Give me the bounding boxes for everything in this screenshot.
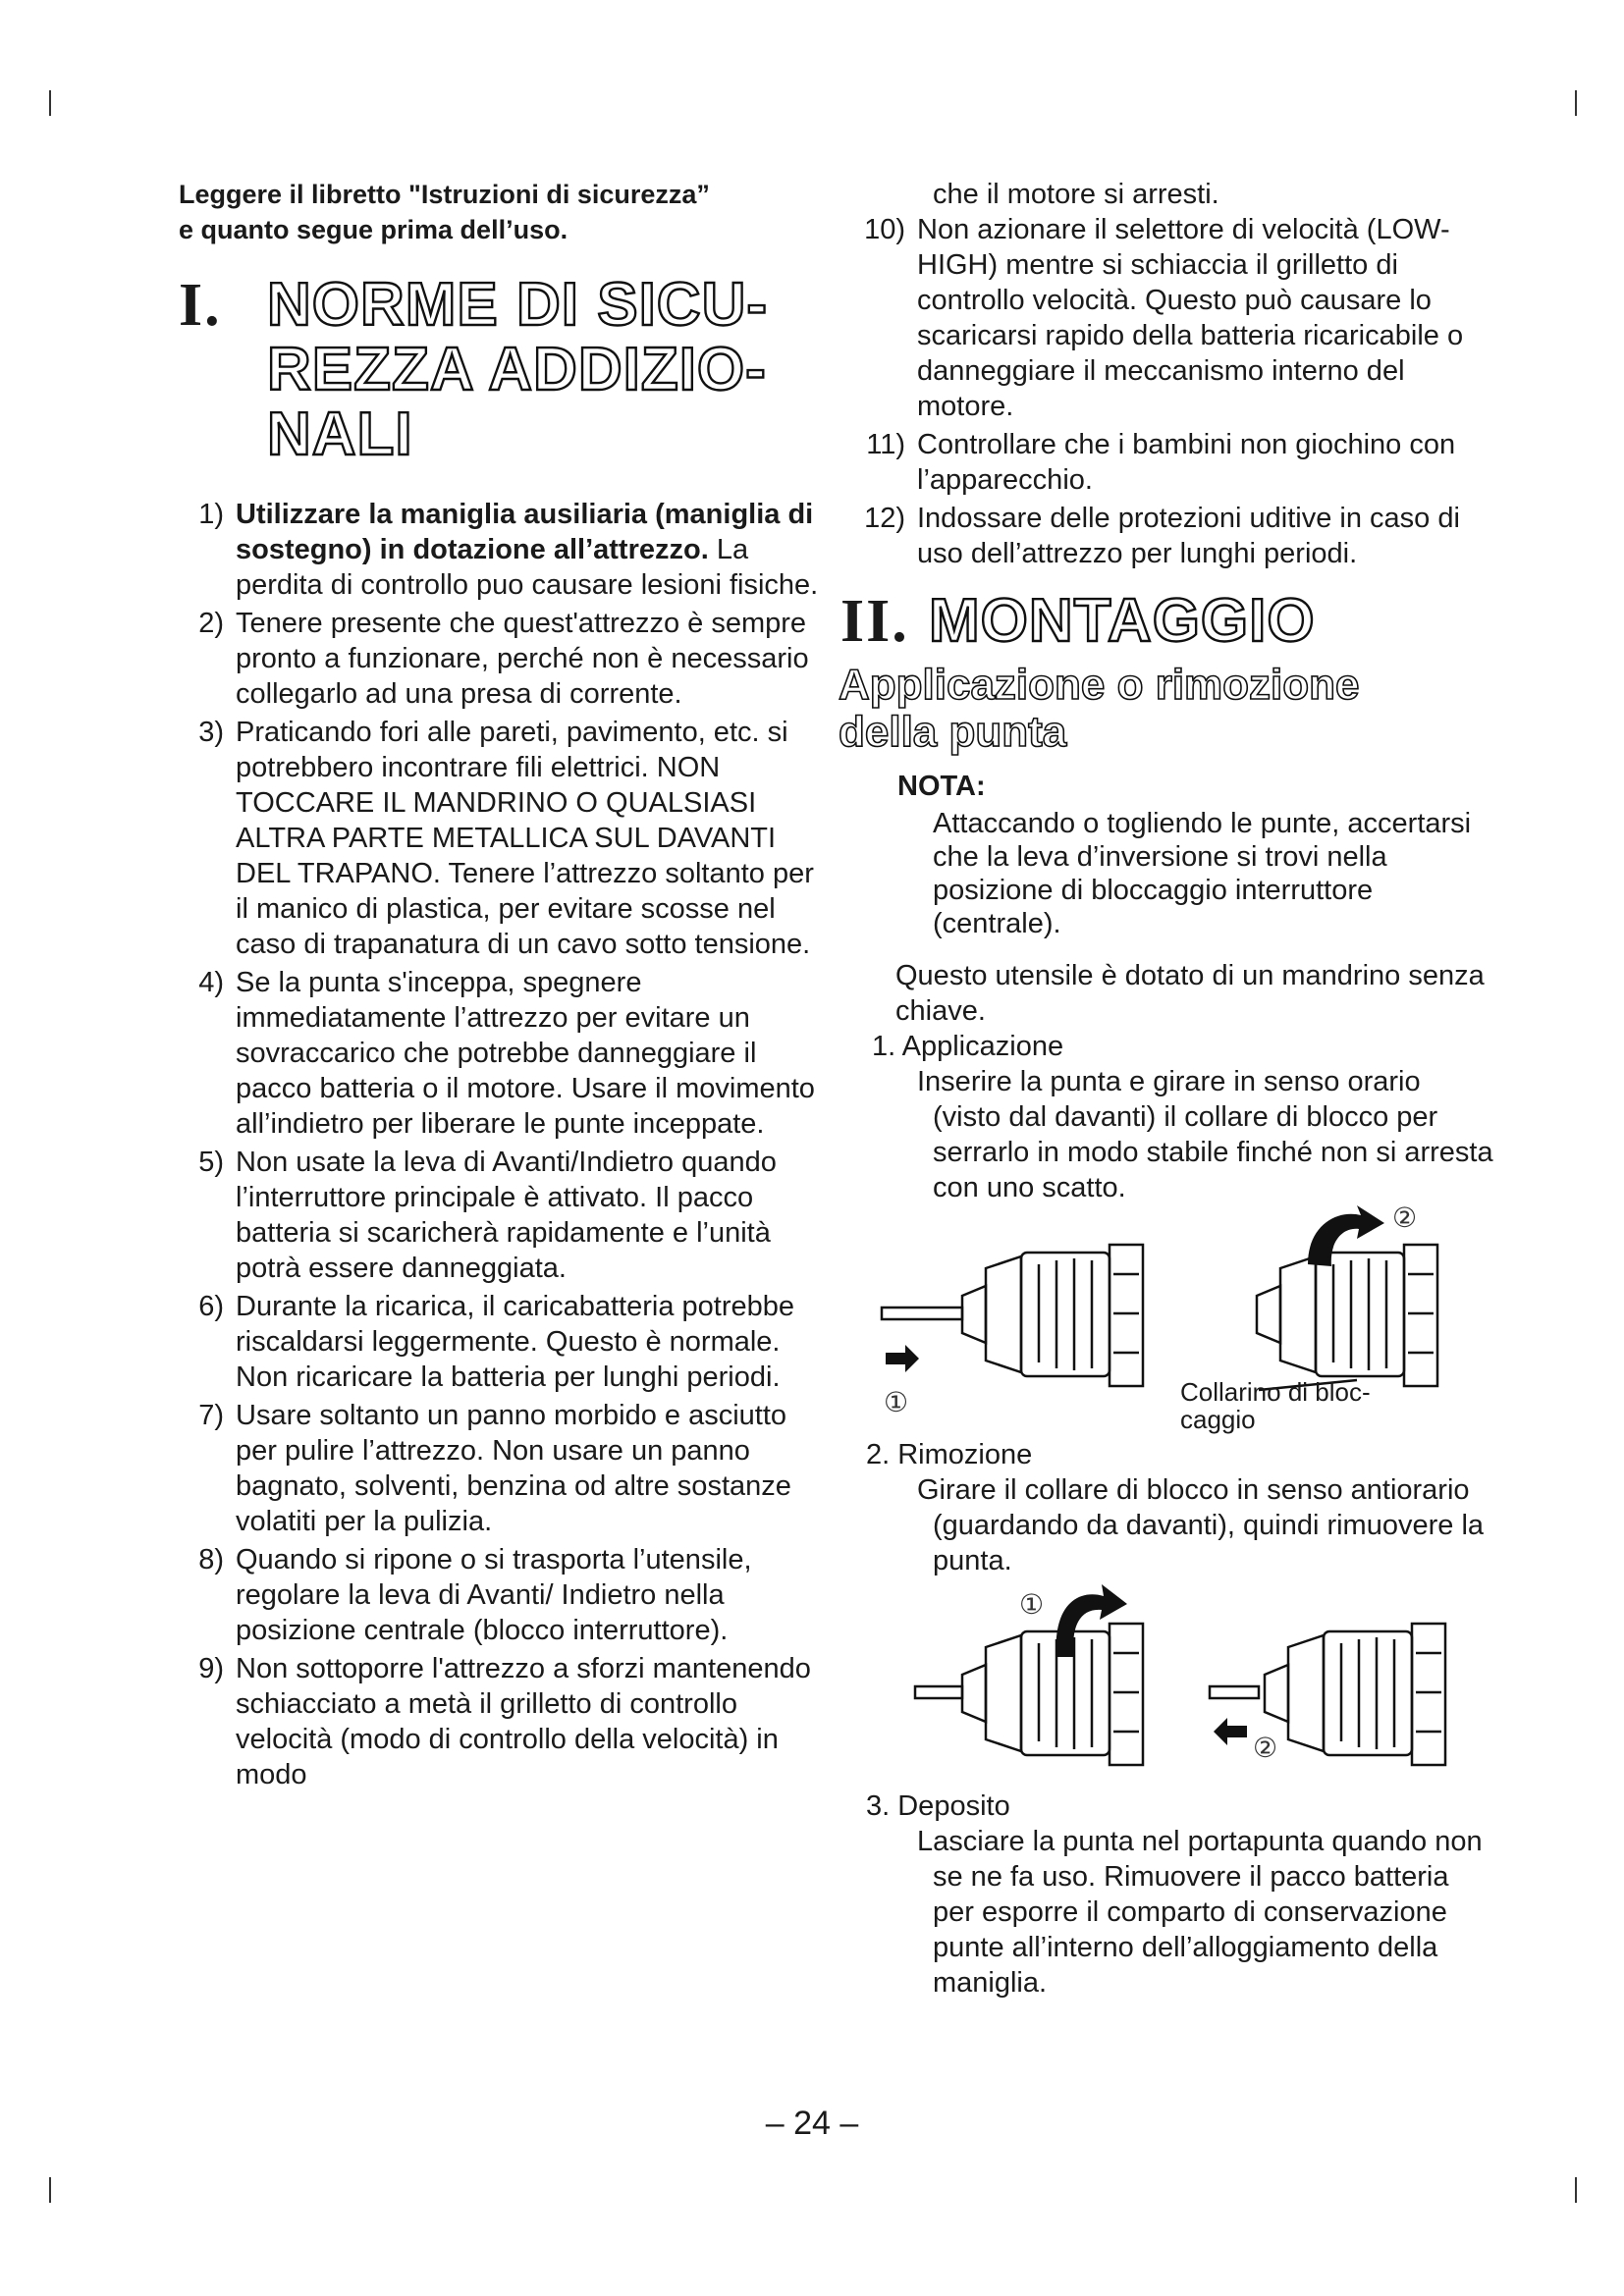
section-1-title-line: NORME DI SICU- — [267, 271, 768, 339]
section-1-title-line: NALI — [267, 400, 413, 468]
step-text: Lasciare la punta nel portapunta quando non se ne fa uso. Rimuovere il pacco batteria per esporre il comparto di conservazione punte all’interno dell’alloggiamento della maniglia. — [917, 1826, 1483, 1999]
item-text: Indossare delle protezioni uditive in caso di uso dell’attrezzo per lunghi periodi. — [917, 503, 1460, 569]
item-text: Durante la ricarica, il caricabatteria potrebbe riscaldarsi leggermente. Questo è normale. Non ricaricare la batteria per lunghi periodi. — [236, 1291, 794, 1393]
item-text: Praticando fori alle pareti, pavimento, etc. si potrebbero incontrare fili elettrici. NON TOCCARE IL MANDRINO O QUALSIASI ALTRA PARTE METALLICA SUL DAVANTI DEL TRAPANO. Tenere l’attrezzo soltanto per il manico di plastica, per evitare scosse nel caso di trapanatura di un cavo sotto tensione. — [236, 717, 814, 960]
figure-remove-bit — [846, 1578, 1494, 1775]
item-number: 5) — [198, 1147, 224, 1178]
item-number: 12) — [864, 503, 905, 534]
item-text — [236, 497, 822, 603]
item-text: Non azionare il selettore di velocità (LOW-HIGH) mentre si schiaccia il grilletto di controllo velocità. Questo può causare lo scaricarsi rapido della batteria ricaricabile o danneggiare il meccanismo interno del motore. — [917, 214, 1464, 422]
chuck-description: Questo utensile è dotato di un mandrino senza chiave. — [895, 960, 1485, 1027]
step-removal — [846, 1437, 1494, 1578]
subsection-title — [839, 662, 1494, 756]
list-item — [179, 1651, 822, 1792]
page-number: – 24 – — [765, 2105, 859, 2142]
item-number: 6) — [198, 1291, 224, 1322]
item-text: Non sottoporre l'attrezzo a sforzi mantenendo schiacciato a metà il grilletto di controllo velocità (modo di controllo della velocità) in modo — [236, 1653, 811, 1790]
item-number: 8) — [198, 1544, 224, 1575]
intro-line-1: Leggere il libretto "Istruzioni di sicurezza” — [179, 180, 710, 209]
item-number: 4) — [198, 967, 224, 998]
arrow-left-icon — [1214, 1718, 1247, 1745]
item-plain-text: La perdita di controllo puo causare lesioni fisiche. — [236, 534, 819, 601]
crop-mark-bottom-left — [49, 2177, 51, 2203]
remove-bit-illustration — [846, 1578, 1494, 1775]
list-item — [846, 501, 1494, 571]
item-number: 1) — [198, 499, 224, 530]
item-text: Quando si ripone o si trasporta l’utensile, regolare la leva di Avanti/ Indietro nella posizione centrale (blocco interruttore). — [236, 1544, 752, 1646]
crop-mark-top-left — [49, 90, 51, 116]
list-item — [846, 212, 1494, 424]
section-1-title-line: REZZA ADDIZIO- — [267, 336, 767, 403]
list-item — [846, 427, 1494, 498]
step-label: 3. Deposito — [866, 1790, 1010, 1822]
step-label: 2. Rimozione — [866, 1439, 1033, 1470]
marker-1: ① — [1019, 1588, 1045, 1621]
continued-text: che il motore si arresti. — [933, 179, 1219, 210]
safety-rules-list — [179, 497, 822, 1792]
crop-mark-bottom-right — [1575, 2177, 1577, 2203]
item-text: Tenere presente che quest'attrezzo è sempre pronto a funzionare, perché non è necessario collegarlo ad una presa di corrente. — [236, 608, 809, 710]
section-2-number: II. — [840, 588, 909, 655]
item-number: 10) — [864, 214, 905, 245]
list-item — [179, 606, 822, 712]
intro-text — [179, 177, 822, 247]
attach-bit-illustration — [846, 1205, 1494, 1434]
item-text: Non usate la leva di Avanti/Indietro quando l’interruttore principale è attivato. Il pacco batteria si scaricherà rapidamente e l’unità potrà essere danneggiata. — [236, 1147, 777, 1284]
marker-2: ② — [1253, 1732, 1278, 1764]
note-text: Attaccando o togliendo le punte, accertarsi che la leva d’inversione si trovi nella posizione di bloccaggio interruttore (centrale). — [933, 808, 1472, 939]
item-text: Usare soltanto un panno morbido e asciutto per pulire l’attrezzo. Non usare un panno bagnato, solventi, benzina od altre sostanze volatiti per la pulizia. — [236, 1400, 791, 1537]
subsection-title-line: Applicazione o rimozione — [839, 661, 1360, 709]
drill-bit-shape — [882, 1308, 962, 1319]
item-number: 7) — [198, 1400, 224, 1431]
marker-1: ① — [884, 1386, 909, 1418]
marker-2: ② — [1392, 1205, 1418, 1234]
right-column — [839, 177, 1494, 2001]
step-application — [846, 1029, 1494, 1205]
note-label: NOTA: — [897, 771, 986, 802]
arrow-right-icon — [886, 1345, 919, 1372]
caption-line: Collarino di bloc- — [1180, 1377, 1371, 1407]
list-item — [179, 965, 822, 1142]
item-number: 3) — [198, 717, 224, 748]
section-2-heading — [840, 589, 1494, 654]
list-item — [179, 1542, 822, 1648]
section-1-title — [267, 273, 768, 467]
list-item — [179, 715, 822, 962]
figure-attach-bit — [846, 1205, 1494, 1434]
list-item — [179, 1289, 822, 1395]
step-storage — [846, 1789, 1494, 2001]
caption-line: caggio — [1180, 1405, 1256, 1434]
safety-rules-list-continued — [846, 212, 1494, 571]
section-1-number: I. — [179, 272, 222, 339]
rotate-arrow-icon — [1308, 1205, 1384, 1266]
step-label: 1. Applicazione — [872, 1031, 1064, 1062]
list-item — [179, 497, 822, 603]
step-text: Inserire la punta e girare in senso orario (visto dal davanti) il collare di blocco per serrarlo in modo stabile finché non si arresta con uno scatto. — [917, 1066, 1493, 1203]
item-number: 9) — [198, 1653, 224, 1684]
subsection-title-line: della punta — [839, 708, 1067, 756]
section-2-title: MONTAGGIO — [929, 587, 1316, 655]
list-item — [179, 1145, 822, 1286]
item-bold-text: Utilizzare la maniglia ausiliaria (maniglia di sostegno) in dotazione all’attrezzo. — [236, 499, 814, 565]
step-text: Girare il collare di blocco in senso antiorario (guardando da davanti), quindi rimuovere la punta. — [917, 1474, 1485, 1576]
list-item — [179, 1398, 822, 1539]
crop-mark-top-right — [1575, 90, 1577, 116]
figure-caption — [1180, 1378, 1371, 1433]
item-number: 11) — [866, 429, 905, 460]
item-text: Se la punta s'inceppa, spegnere immediatamente l’attrezzo per evitare un sovraccarico che potrebbe danneggiare il pacco batteria o il motore. Usare il movimento all’indietro per liberare le punte inceppate. — [236, 967, 815, 1140]
left-column — [179, 177, 822, 1795]
section-1-heading — [179, 273, 822, 467]
item-number: 2) — [198, 608, 224, 639]
item-text: Controllare che i bambini non giochino con l’apparecchio. — [917, 429, 1456, 496]
intro-line-2: e quanto segue prima dell’uso. — [179, 215, 568, 244]
